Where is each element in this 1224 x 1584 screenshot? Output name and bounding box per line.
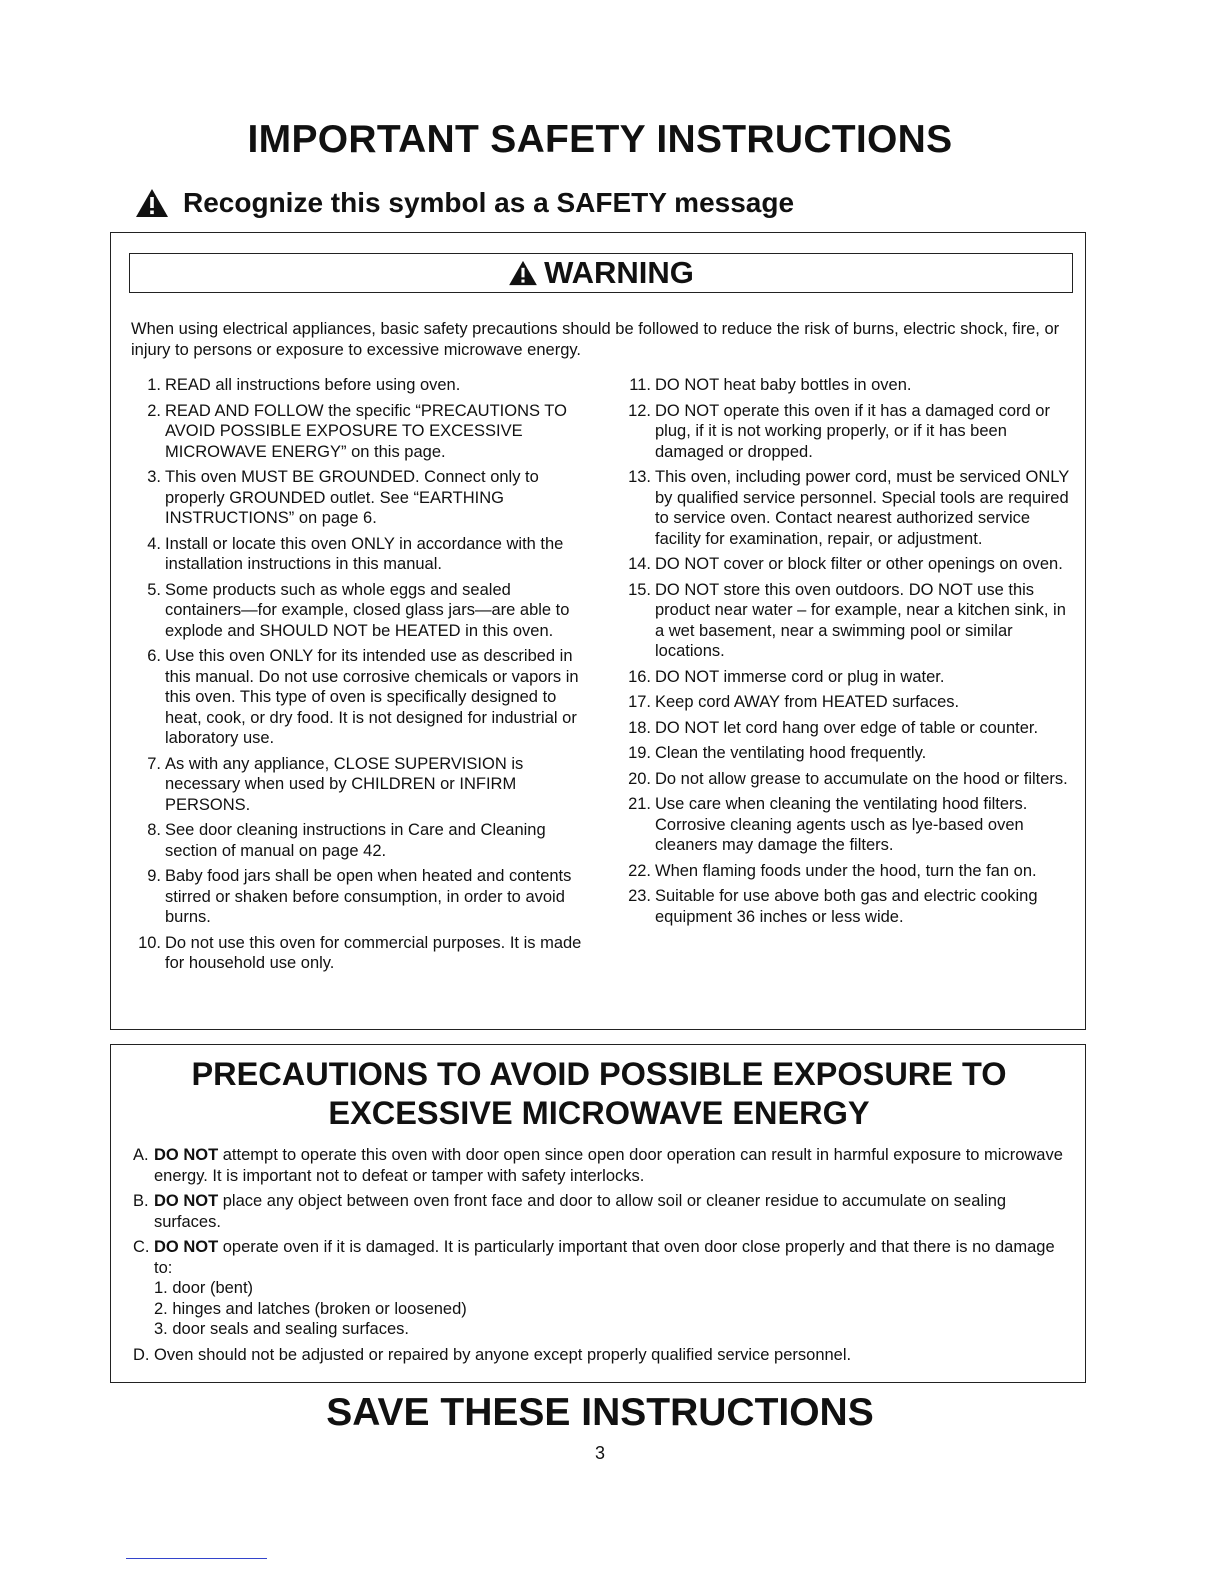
item-bold-text: DO NOT: [154, 1238, 219, 1256]
damage-sublist: [154, 1278, 1073, 1340]
item-body: [154, 1345, 1073, 1366]
precautions-list: [133, 1145, 1073, 1370]
sub-list-item: 1. door (bent): [154, 1279, 254, 1297]
list-item: [618, 718, 1078, 739]
item-text: DO NOT heat baby bottles in oven.: [655, 376, 912, 394]
item-text: DO NOT store this oven outdoors. DO NOT use this product near water – for example, near a kitchen sink, in a wet basement, near a swimming pool or similar locations.: [655, 580, 1066, 660]
item-text: This oven, including power cord, must be serviced ONLY by qualified service personnel. Special tools are required to service oven. Contact nearest authorized service facility for examination, repair, or adjustment.: [655, 468, 1069, 548]
list-item: [129, 467, 584, 529]
item-text: Suitable for use above both gas and electric cooking equipment 36 inches or less wide.: [655, 887, 1038, 926]
item-number: 23.: [628, 887, 651, 905]
list-item: [133, 1237, 1073, 1340]
list-item: [618, 861, 1078, 882]
list-item: [129, 866, 584, 928]
item-text: Use care when cleaning the ventilating hood filters. Corrosive cleaning agents usch as lye-based oven cleaners may damage the filters.: [655, 795, 1028, 854]
list-item: [618, 794, 1078, 856]
save-instructions-heading: SAVE THESE INSTRUCTIONS: [326, 1391, 874, 1434]
item-letter: C.: [133, 1238, 150, 1256]
item-text: As with any appliance, CLOSE SUPERVISION is necessary when used by CHILDREN or INFIRM PERSONS.: [165, 754, 524, 814]
list-item: [129, 646, 584, 749]
item-number: 21.: [628, 795, 651, 813]
item-number: 6.: [147, 647, 161, 665]
item-number: 1.: [147, 376, 161, 394]
item-number: 22.: [628, 861, 651, 880]
instructions-list-left: [129, 375, 584, 979]
item-number: 12.: [628, 401, 651, 420]
list-item: [618, 667, 1078, 688]
item-number: 8.: [147, 821, 161, 839]
item-text: DO NOT operate this oven if it has a damaged cord or plug, if it is not working properly, or if it has been damaged or dropped.: [655, 401, 1050, 461]
item-number: 13.: [628, 468, 651, 486]
item-number: 16.: [628, 667, 651, 686]
item-number: 5.: [147, 580, 161, 599]
subtitle-text: Recognize this symbol as a SAFETY message: [183, 187, 795, 218]
item-text: DO NOT immerse cord or plug in water.: [655, 667, 945, 686]
list-item: [133, 1345, 1073, 1366]
sub-list-item: 3. door seals and sealing surfaces.: [154, 1320, 409, 1338]
item-text: Oven should not be adjusted or repaired by anyone except properly qualified service personnel.: [154, 1345, 852, 1364]
item-text: Do not allow grease to accumulate on the hood or filters.: [655, 769, 1068, 788]
item-number: 15.: [628, 580, 651, 599]
item-text: Do not use this oven for commercial purposes. It is made for household use only.: [165, 933, 582, 972]
warning-section: [110, 232, 1086, 1030]
list-item: [618, 401, 1078, 463]
item-number: 7.: [147, 754, 161, 773]
list-item: [129, 534, 584, 575]
item-text: Baby food jars shall be open when heated and contents stirred or shaken before consumption, in order to avoid burns.: [165, 867, 572, 926]
list-item: [129, 580, 584, 642]
item-number: 9.: [147, 867, 161, 885]
item-body: [154, 1237, 1073, 1340]
warning-label: WARNING: [544, 255, 694, 290]
warning-intro: When using electrical appliances, basic safety precautions should be followed to reduce the risk of burns, electric shock, fire, or injury to persons or exposure to excessive microwave energy.: [131, 320, 1060, 359]
item-text: Keep cord AWAY from HEATED surfaces.: [655, 693, 960, 711]
list-item: [618, 886, 1078, 927]
item-text: When flaming foods under the hood, turn the fan on.: [655, 861, 1037, 880]
list-item: [133, 1191, 1073, 1232]
list-item: [129, 375, 584, 396]
item-number: 14.: [628, 555, 651, 573]
list-item: [618, 692, 1078, 713]
item-text: Use this oven ONLY for its intended use as described in this manual. Do not use corrosive chemicals or vapors in this oven. This type of oven is specifically designed to heat, cook, or dry food. It is not designed for industrial or laboratory use.: [165, 647, 579, 747]
warning-banner: [129, 253, 1073, 293]
item-text: operate oven if it is damaged. It is particularly important that oven door close properly and that there is no damage to:: [154, 1238, 1055, 1277]
item-text: Install or locate this oven ONLY in accordance with the installation instructions in this manual.: [165, 534, 564, 573]
warning-triangle-icon: [508, 260, 538, 286]
list-item: [129, 933, 584, 974]
item-text: DO NOT let cord hang over edge of table or counter.: [655, 718, 1039, 737]
item-text: See door cleaning instructions in Care and Cleaning section of manual on page 42.: [165, 821, 546, 860]
item-number: 10.: [138, 933, 161, 952]
item-letter: B.: [133, 1192, 149, 1210]
footer-rule: [126, 1558, 267, 1559]
list-item: [133, 1145, 1073, 1186]
list-item: [618, 580, 1078, 662]
item-text: DO NOT cover or block filter or other openings on oven.: [655, 555, 1063, 573]
precautions-title-line: EXCESSIVE MICROWAVE ENERGY: [328, 1095, 870, 1131]
precautions-section: [110, 1044, 1086, 1383]
item-number: 20.: [628, 769, 651, 788]
list-item: [618, 467, 1078, 549]
list-item: [618, 375, 1078, 396]
item-body: [154, 1191, 1073, 1232]
list-item: [618, 743, 1078, 764]
page-title: IMPORTANT SAFETY INSTRUCTIONS: [247, 118, 953, 161]
item-number: 11.: [629, 376, 651, 394]
page-number: 3: [594, 1443, 605, 1463]
precautions-title: [111, 1055, 1087, 1133]
item-text: This oven MUST BE GROUNDED. Connect only to properly GROUNDED outlet. See “EARTHING INSTRUCTIONS” on page 6.: [165, 468, 539, 527]
item-text: Some products such as whole eggs and sealed containers—for example, closed glass jars—are able to explode and SHOULD NOT be HEATED in this oven.: [165, 580, 570, 640]
item-number: 18.: [628, 718, 651, 737]
item-text: Clean the ventilating hood frequently.: [655, 744, 927, 762]
item-text: attempt to operate this oven with door open since open door operation can result in harmful exposure to microwave energy. It is important not to defeat or tamper with safety interlocks.: [154, 1146, 1063, 1185]
sub-list-item: 2. hinges and latches (broken or loosened): [154, 1299, 467, 1318]
item-body: [154, 1145, 1073, 1186]
item-letter: A.: [133, 1146, 149, 1164]
instructions-list-right: [618, 375, 1078, 932]
list-item: [618, 769, 1078, 790]
item-number: 19.: [628, 744, 651, 762]
item-number: 3.: [147, 468, 161, 486]
precautions-title-line: PRECAUTIONS TO AVOID POSSIBLE EXPOSURE TO: [191, 1056, 1007, 1092]
list-item: [129, 754, 584, 816]
list-item: [129, 820, 584, 861]
item-text: READ AND FOLLOW the specific “PRECAUTIONS TO AVOID POSSIBLE EXPOSURE TO EXCESSIVE MICROWAVE ENERGY” on this page.: [165, 401, 567, 461]
item-text: READ all instructions before using oven.: [165, 376, 461, 394]
warning-triangle-icon: [135, 188, 169, 218]
item-bold-text: DO NOT: [154, 1192, 219, 1210]
item-number: 2.: [147, 401, 161, 420]
safety-symbol-heading: [135, 187, 794, 219]
list-item: [618, 554, 1078, 575]
item-bold-text: DO NOT: [154, 1146, 219, 1164]
list-item: [129, 401, 584, 463]
item-number: 4.: [147, 534, 161, 553]
item-letter: D.: [133, 1345, 150, 1364]
item-number: 17.: [628, 693, 651, 711]
item-text: place any object between oven front face and door to allow soil or cleaner residue to accumulate on sealing surfaces.: [154, 1192, 1007, 1231]
